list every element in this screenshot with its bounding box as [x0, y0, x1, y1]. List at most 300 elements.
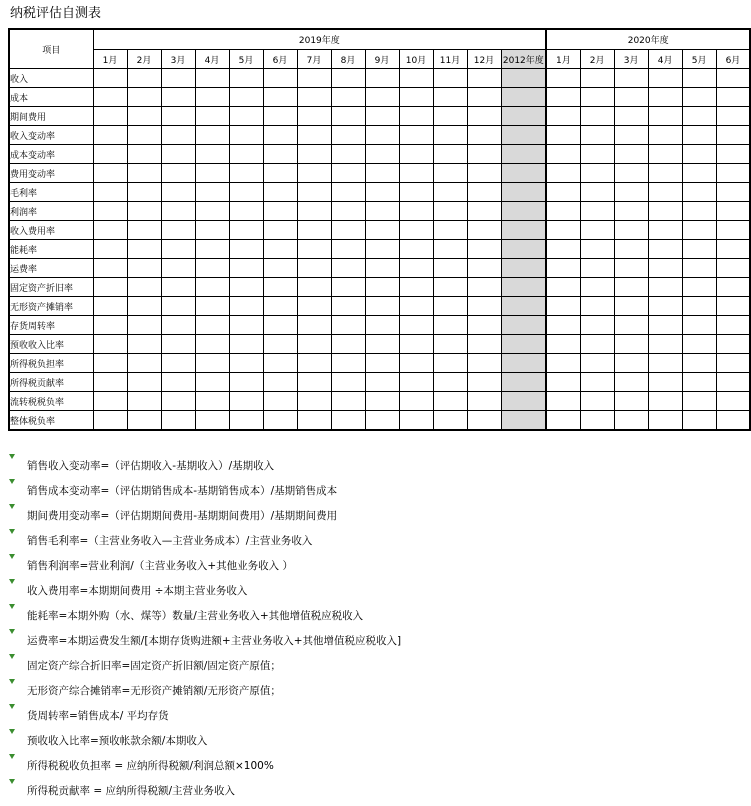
table-cell[interactable] [263, 392, 297, 411]
table-cell[interactable] [682, 259, 716, 278]
table-cell[interactable] [614, 316, 648, 335]
table-cell[interactable] [399, 392, 433, 411]
table-cell[interactable] [229, 373, 263, 392]
table-cell[interactable] [648, 107, 682, 126]
table-cell[interactable] [580, 88, 614, 107]
table-cell[interactable] [433, 107, 467, 126]
table-cell[interactable] [501, 69, 546, 88]
table-cell[interactable] [365, 392, 399, 411]
table-cell[interactable] [229, 411, 263, 431]
table-cell[interactable] [229, 278, 263, 297]
table-cell[interactable] [580, 145, 614, 164]
table-cell[interactable] [195, 145, 229, 164]
table-cell[interactable] [229, 126, 263, 145]
table-cell[interactable] [229, 164, 263, 183]
table-cell[interactable] [433, 240, 467, 259]
table-cell[interactable] [263, 411, 297, 431]
table-cell[interactable] [433, 202, 467, 221]
table-cell[interactable] [263, 107, 297, 126]
table-cell[interactable] [614, 164, 648, 183]
table-cell[interactable] [648, 373, 682, 392]
table-cell[interactable] [399, 126, 433, 145]
table-cell[interactable] [716, 316, 750, 335]
table-cell[interactable] [682, 316, 716, 335]
table-cell[interactable] [546, 145, 580, 164]
table-cell[interactable] [501, 297, 546, 316]
table-cell[interactable] [331, 297, 365, 316]
table-cell[interactable] [93, 88, 127, 107]
table-cell[interactable] [614, 126, 648, 145]
table-cell[interactable] [331, 316, 365, 335]
table-cell[interactable] [467, 221, 501, 240]
table-cell[interactable] [614, 202, 648, 221]
table-cell[interactable] [297, 183, 331, 202]
table-cell[interactable] [93, 240, 127, 259]
table-cell[interactable] [331, 373, 365, 392]
table-cell[interactable] [648, 240, 682, 259]
table-cell[interactable] [501, 392, 546, 411]
table-cell[interactable] [331, 107, 365, 126]
table-cell[interactable] [331, 278, 365, 297]
table-cell[interactable] [682, 183, 716, 202]
table-cell[interactable] [127, 126, 161, 145]
table-cell[interactable] [501, 202, 546, 221]
table-cell[interactable] [501, 259, 546, 278]
table-cell[interactable] [365, 202, 399, 221]
table-cell[interactable] [365, 240, 399, 259]
table-cell[interactable] [195, 221, 229, 240]
table-cell[interactable] [263, 278, 297, 297]
table-cell[interactable] [331, 145, 365, 164]
table-cell[interactable] [161, 354, 195, 373]
table-cell[interactable] [648, 221, 682, 240]
table-cell[interactable] [161, 259, 195, 278]
table-cell[interactable] [648, 69, 682, 88]
table-cell[interactable] [365, 221, 399, 240]
table-cell[interactable] [648, 297, 682, 316]
table-cell[interactable] [195, 335, 229, 354]
table-cell[interactable] [93, 107, 127, 126]
table-cell[interactable] [614, 278, 648, 297]
table-cell[interactable] [546, 107, 580, 126]
table-cell[interactable] [682, 392, 716, 411]
table-cell[interactable] [614, 221, 648, 240]
table-cell[interactable] [614, 297, 648, 316]
table-cell[interactable] [161, 411, 195, 431]
table-cell[interactable] [93, 354, 127, 373]
table-cell[interactable] [648, 335, 682, 354]
table-cell[interactable] [365, 69, 399, 88]
table-cell[interactable] [682, 240, 716, 259]
table-cell[interactable] [467, 145, 501, 164]
table-cell[interactable] [365, 183, 399, 202]
table-cell[interactable] [161, 240, 195, 259]
table-cell[interactable] [127, 259, 161, 278]
table-cell[interactable] [716, 126, 750, 145]
table-cell[interactable] [127, 164, 161, 183]
table-cell[interactable] [331, 202, 365, 221]
table-cell[interactable] [433, 126, 467, 145]
table-cell[interactable] [297, 354, 331, 373]
table-cell[interactable] [399, 107, 433, 126]
table-cell[interactable] [501, 373, 546, 392]
table-cell[interactable] [127, 316, 161, 335]
table-cell[interactable] [467, 354, 501, 373]
table-cell[interactable] [399, 145, 433, 164]
table-cell[interactable] [716, 221, 750, 240]
table-cell[interactable] [331, 88, 365, 107]
table-cell[interactable] [433, 164, 467, 183]
table-cell[interactable] [161, 297, 195, 316]
table-cell[interactable] [93, 373, 127, 392]
table-cell[interactable] [297, 373, 331, 392]
table-cell[interactable] [433, 221, 467, 240]
table-cell[interactable] [546, 354, 580, 373]
table-cell[interactable] [229, 88, 263, 107]
table-cell[interactable] [614, 335, 648, 354]
table-cell[interactable] [229, 392, 263, 411]
table-cell[interactable] [263, 221, 297, 240]
table-cell[interactable] [580, 335, 614, 354]
table-cell[interactable] [614, 392, 648, 411]
table-cell[interactable] [161, 183, 195, 202]
table-cell[interactable] [365, 354, 399, 373]
table-cell[interactable] [331, 69, 365, 88]
table-cell[interactable] [263, 88, 297, 107]
table-cell[interactable] [331, 164, 365, 183]
table-cell[interactable] [399, 259, 433, 278]
table-cell[interactable] [263, 354, 297, 373]
table-cell[interactable] [365, 164, 399, 183]
table-cell[interactable] [263, 202, 297, 221]
table-cell[interactable] [331, 335, 365, 354]
table-cell[interactable] [433, 259, 467, 278]
table-cell[interactable] [501, 107, 546, 126]
table-cell[interactable] [365, 259, 399, 278]
table-cell[interactable] [682, 373, 716, 392]
table-cell[interactable] [682, 202, 716, 221]
table-cell[interactable] [365, 145, 399, 164]
table-cell[interactable] [580, 278, 614, 297]
table-cell[interactable] [682, 335, 716, 354]
table-cell[interactable] [546, 316, 580, 335]
table-cell[interactable] [580, 316, 614, 335]
table-cell[interactable] [501, 316, 546, 335]
table-cell[interactable] [297, 126, 331, 145]
table-cell[interactable] [580, 107, 614, 126]
table-cell[interactable] [229, 183, 263, 202]
table-cell[interactable] [263, 183, 297, 202]
table-cell[interactable] [580, 221, 614, 240]
table-cell[interactable] [399, 164, 433, 183]
table-cell[interactable] [546, 278, 580, 297]
table-cell[interactable] [195, 88, 229, 107]
table-cell[interactable] [648, 183, 682, 202]
table-cell[interactable] [297, 221, 331, 240]
table-cell[interactable] [716, 240, 750, 259]
table-cell[interactable] [467, 164, 501, 183]
table-cell[interactable] [682, 164, 716, 183]
table-cell[interactable] [127, 107, 161, 126]
table-cell[interactable] [365, 107, 399, 126]
table-cell[interactable] [263, 240, 297, 259]
table-cell[interactable] [614, 373, 648, 392]
table-cell[interactable] [501, 183, 546, 202]
table-cell[interactable] [229, 240, 263, 259]
table-cell[interactable] [127, 411, 161, 431]
table-cell[interactable] [433, 316, 467, 335]
table-cell[interactable] [682, 88, 716, 107]
table-cell[interactable] [127, 221, 161, 240]
table-cell[interactable] [297, 164, 331, 183]
table-cell[interactable] [365, 126, 399, 145]
table-cell[interactable] [716, 202, 750, 221]
table-cell[interactable] [614, 411, 648, 431]
table-cell[interactable] [467, 411, 501, 431]
table-cell[interactable] [433, 145, 467, 164]
table-cell[interactable] [682, 107, 716, 126]
table-cell[interactable] [433, 411, 467, 431]
table-cell[interactable] [580, 69, 614, 88]
table-cell[interactable] [365, 278, 399, 297]
table-cell[interactable] [648, 354, 682, 373]
table-cell[interactable] [331, 354, 365, 373]
table-cell[interactable] [195, 373, 229, 392]
table-cell[interactable] [127, 392, 161, 411]
table-cell[interactable] [501, 240, 546, 259]
table-cell[interactable] [229, 107, 263, 126]
table-cell[interactable] [161, 373, 195, 392]
table-cell[interactable] [161, 392, 195, 411]
table-cell[interactable] [195, 240, 229, 259]
table-cell[interactable] [467, 297, 501, 316]
table-cell[interactable] [161, 145, 195, 164]
table-cell[interactable] [682, 297, 716, 316]
table-cell[interactable] [580, 411, 614, 431]
table-cell[interactable] [127, 373, 161, 392]
table-cell[interactable] [467, 183, 501, 202]
table-cell[interactable] [93, 259, 127, 278]
table-cell[interactable] [195, 316, 229, 335]
table-cell[interactable] [229, 297, 263, 316]
table-cell[interactable] [716, 183, 750, 202]
table-cell[interactable] [433, 335, 467, 354]
table-cell[interactable] [93, 335, 127, 354]
table-cell[interactable] [297, 145, 331, 164]
table-cell[interactable] [195, 202, 229, 221]
table-cell[interactable] [229, 145, 263, 164]
table-cell[interactable] [716, 69, 750, 88]
table-cell[interactable] [399, 373, 433, 392]
table-cell[interactable] [716, 107, 750, 126]
table-cell[interactable] [433, 278, 467, 297]
table-cell[interactable] [716, 297, 750, 316]
table-cell[interactable] [467, 88, 501, 107]
table-cell[interactable] [297, 259, 331, 278]
table-cell[interactable] [399, 411, 433, 431]
table-cell[interactable] [161, 126, 195, 145]
table-cell[interactable] [365, 411, 399, 431]
table-cell[interactable] [263, 259, 297, 278]
table-cell[interactable] [614, 88, 648, 107]
table-cell[interactable] [127, 88, 161, 107]
table-cell[interactable] [297, 88, 331, 107]
table-cell[interactable] [648, 316, 682, 335]
table-cell[interactable] [467, 278, 501, 297]
table-cell[interactable] [161, 221, 195, 240]
table-cell[interactable] [229, 69, 263, 88]
table-cell[interactable] [263, 145, 297, 164]
table-cell[interactable] [195, 411, 229, 431]
table-cell[interactable] [682, 69, 716, 88]
table-cell[interactable] [467, 335, 501, 354]
table-cell[interactable] [614, 259, 648, 278]
table-cell[interactable] [501, 145, 546, 164]
table-cell[interactable] [229, 221, 263, 240]
table-cell[interactable] [648, 202, 682, 221]
table-cell[interactable] [614, 107, 648, 126]
table-cell[interactable] [297, 69, 331, 88]
table-cell[interactable] [127, 297, 161, 316]
table-cell[interactable] [682, 126, 716, 145]
table-cell[interactable] [195, 107, 229, 126]
table-cell[interactable] [501, 278, 546, 297]
table-cell[interactable] [93, 69, 127, 88]
table-cell[interactable] [93, 316, 127, 335]
table-cell[interactable] [93, 297, 127, 316]
table-cell[interactable] [399, 297, 433, 316]
table-cell[interactable] [229, 316, 263, 335]
table-cell[interactable] [161, 164, 195, 183]
table-cell[interactable] [331, 411, 365, 431]
table-cell[interactable] [716, 145, 750, 164]
table-cell[interactable] [331, 221, 365, 240]
table-cell[interactable] [399, 183, 433, 202]
table-cell[interactable] [546, 221, 580, 240]
table-cell[interactable] [127, 354, 161, 373]
table-cell[interactable] [501, 335, 546, 354]
table-cell[interactable] [467, 69, 501, 88]
table-cell[interactable] [580, 392, 614, 411]
table-cell[interactable] [614, 354, 648, 373]
table-cell[interactable] [399, 354, 433, 373]
table-cell[interactable] [161, 335, 195, 354]
table-cell[interactable] [399, 221, 433, 240]
table-cell[interactable] [467, 240, 501, 259]
table-cell[interactable] [546, 335, 580, 354]
table-cell[interactable] [716, 259, 750, 278]
table-cell[interactable] [399, 88, 433, 107]
table-cell[interactable] [263, 164, 297, 183]
table-cell[interactable] [433, 392, 467, 411]
table-cell[interactable] [229, 259, 263, 278]
table-cell[interactable] [297, 411, 331, 431]
table-cell[interactable] [580, 202, 614, 221]
table-cell[interactable] [546, 164, 580, 183]
table-cell[interactable] [467, 373, 501, 392]
table-cell[interactable] [614, 183, 648, 202]
table-cell[interactable] [93, 221, 127, 240]
table-cell[interactable] [546, 183, 580, 202]
table-cell[interactable] [195, 297, 229, 316]
table-cell[interactable] [467, 107, 501, 126]
table-cell[interactable] [546, 411, 580, 431]
table-cell[interactable] [195, 164, 229, 183]
table-cell[interactable] [297, 107, 331, 126]
table-cell[interactable] [682, 278, 716, 297]
table-cell[interactable] [433, 183, 467, 202]
table-cell[interactable] [682, 411, 716, 431]
table-cell[interactable] [399, 278, 433, 297]
table-cell[interactable] [297, 278, 331, 297]
table-cell[interactable] [161, 278, 195, 297]
table-cell[interactable] [331, 126, 365, 145]
table-cell[interactable] [93, 202, 127, 221]
table-cell[interactable] [331, 392, 365, 411]
table-cell[interactable] [716, 278, 750, 297]
table-cell[interactable] [716, 411, 750, 431]
table-cell[interactable] [546, 373, 580, 392]
table-cell[interactable] [546, 202, 580, 221]
table-cell[interactable] [297, 202, 331, 221]
table-cell[interactable] [467, 259, 501, 278]
table-cell[interactable] [716, 354, 750, 373]
table-cell[interactable] [263, 316, 297, 335]
table-cell[interactable] [263, 126, 297, 145]
table-cell[interactable] [580, 183, 614, 202]
table-cell[interactable] [546, 297, 580, 316]
table-cell[interactable] [127, 278, 161, 297]
table-cell[interactable] [682, 221, 716, 240]
table-cell[interactable] [365, 373, 399, 392]
table-cell[interactable] [161, 316, 195, 335]
table-cell[interactable] [365, 316, 399, 335]
table-cell[interactable] [127, 69, 161, 88]
table-cell[interactable] [263, 335, 297, 354]
table-cell[interactable] [546, 88, 580, 107]
table-cell[interactable] [614, 69, 648, 88]
table-cell[interactable] [161, 202, 195, 221]
table-cell[interactable] [648, 164, 682, 183]
table-cell[interactable] [682, 354, 716, 373]
table-cell[interactable] [93, 183, 127, 202]
table-cell[interactable] [127, 335, 161, 354]
table-cell[interactable] [580, 240, 614, 259]
table-cell[interactable] [263, 69, 297, 88]
table-cell[interactable] [546, 126, 580, 145]
table-cell[interactable] [263, 373, 297, 392]
table-cell[interactable] [195, 183, 229, 202]
table-cell[interactable] [331, 183, 365, 202]
table-cell[interactable] [716, 88, 750, 107]
table-cell[interactable] [229, 202, 263, 221]
table-cell[interactable] [399, 335, 433, 354]
table-cell[interactable] [546, 392, 580, 411]
table-cell[interactable] [580, 126, 614, 145]
table-cell[interactable] [161, 69, 195, 88]
table-cell[interactable] [93, 164, 127, 183]
table-cell[interactable] [614, 145, 648, 164]
table-cell[interactable] [93, 145, 127, 164]
table-cell[interactable] [195, 354, 229, 373]
table-cell[interactable] [331, 240, 365, 259]
table-cell[interactable] [716, 392, 750, 411]
table-cell[interactable] [331, 259, 365, 278]
table-cell[interactable] [297, 316, 331, 335]
table-cell[interactable] [93, 411, 127, 431]
table-cell[interactable] [648, 278, 682, 297]
table-cell[interactable] [195, 259, 229, 278]
